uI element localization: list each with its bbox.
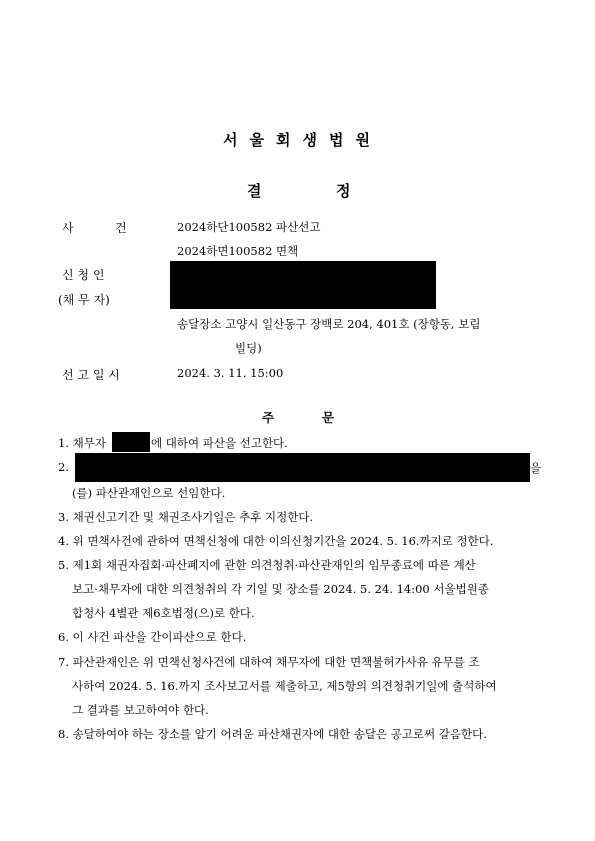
order-item-7-line2: 사하여 2024. 5. 16.까지 조사보고서를 제출하고, 제5항의 의견청취기일에 출석하여 (72, 679, 497, 693)
order-item-4: 4. 위 면책사건에 관하여 면책신청에 대한 이의신청기간을 2024. 5. 16.까지로 정한다. (58, 534, 494, 548)
order-item-2-tail: 을 (530, 461, 542, 475)
case-label-1: 사 (62, 221, 74, 235)
order-item-1-suffix: 에 대하여 파산을 선고한다. (151, 436, 288, 450)
service-address-line1: 송달장소 고양시 일산동구 장백로 204, 401호 (장항동, 보림 (177, 317, 481, 331)
order-heading-part1: 주 (262, 410, 275, 425)
order-item-7-line1: 7. 파산관재인은 위 면책신청사건에 대하여 채무자에 대한 면책불허가사유 유무를 조 (58, 655, 480, 669)
court-name: 서울회생법원 (223, 131, 382, 149)
declaration-label: 선 고 일 시 (62, 368, 120, 382)
case-number-bankruptcy: 2024하단100582 파산선고 (177, 220, 321, 234)
order-item-2-number: 2. (58, 460, 69, 474)
order-item-7-line3: 그 결과를 보고하여야 한다. (72, 703, 209, 717)
order-item-2-line2: (를) 파산관재인으로 선임한다. (72, 486, 226, 500)
applicant-label: 신 청 인 (62, 268, 105, 282)
order-item-5-line2: 보고·채무자에 대한 의견청취의 각 기일 및 장소를 2024. 5. 24. 14:00 서울법원종 (72, 582, 489, 596)
order-item-1-prefix: 1. 채무자 (58, 436, 106, 450)
case-number-discharge: 2024하면100582 면책 (177, 244, 299, 258)
declaration-datetime: 2024. 3. 11. 15:00 (177, 366, 284, 380)
service-address-line2: 빌딩) (235, 341, 262, 355)
debtor-label: (채 무 자) (58, 293, 110, 307)
order-item-6: 6. 이 사건 파산을 간이파산으로 한다. (58, 630, 247, 644)
order-heading-part2: 문 (322, 410, 335, 425)
case-label-2: 건 (115, 221, 127, 235)
heading-decision-part2: 정 (336, 182, 351, 200)
heading-decision-part1: 결 (247, 182, 262, 200)
order-item-5-line1: 5. 제1회 채권자집회·파산폐지에 관한 의견청취·파산관재인의 임무종료에 따른 계산 (58, 558, 476, 572)
redacted-debtor-name (112, 432, 150, 452)
order-item-8: 8. 송달하여야 하는 장소를 알기 어려운 파산채권자에 대한 송달은 공고로써 갈음한다. (58, 727, 487, 741)
order-item-3: 3. 채권신고기간 및 채권조사기일은 추후 지정한다. (58, 510, 314, 524)
redacted-trustee-info (75, 453, 530, 482)
redacted-applicant-name (170, 261, 436, 309)
order-item-5-line3: 합청사 4별관 제6호법정(으)로 한다. (72, 606, 255, 620)
